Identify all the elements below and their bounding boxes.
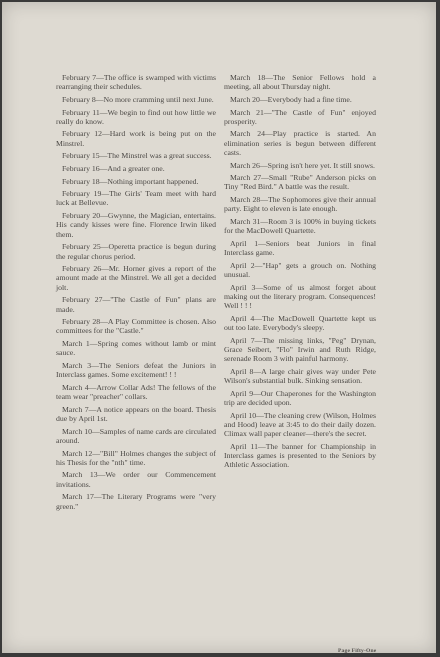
calendar-entry: April 7—The missing links, "Peg" Drynan, Grace Seibert, "Flo" Irwin and Ruth Ridge, serenade Room 3 with painful harmony. [224, 335, 376, 364]
calendar-entry: February 7—The office is swamped with victims rearranging their schedules. [56, 73, 216, 92]
calendar-entry: March 3—The Seniors defeat the Juniors in Interclass games. Some excitement! ! ! [56, 360, 216, 380]
page-number: Page Fifty-One [338, 648, 377, 654]
calendar-entry: March 12—"Bill" Holmes changes the subject of his Thesis for the "nth" time. [56, 448, 216, 467]
calendar-entry: February 20—Gwynne, the Magician, entertains. His candy kisses were fine. Florence Irwin liked them. [56, 211, 216, 239]
yearbook-page [2, 2, 436, 653]
calendar-entry: February 27—"The Castle of Fun" plans are made. [56, 295, 216, 314]
calendar-entry: April 11—The banner for Championship in Interclass games is presented to the Seniors by Athletic Association. [224, 441, 376, 470]
calendar-entry: March 21—"The Castle of Fun" enjoyed prosperity. [224, 107, 376, 126]
calendar-entry: April 2—"Hap" gets a grouch on. Nothing unusual. [224, 260, 376, 280]
calendar-entry: March 10—Samples of name cards are circulated around. [56, 426, 216, 445]
calendar-entry: March 4—Arrow Collar Ads! The fellows of the team wear "preacher" collars. [56, 382, 216, 402]
calendar-entry: April 1—Seniors beat Juniors in final Interclass game. [224, 238, 376, 258]
calendar-entry: March 7—A notice appears on the board. Thesis due by April 1st. [56, 404, 216, 423]
calendar-entry: February 18—Nothing important happened. [62, 176, 199, 186]
calendar-entry: April 10—The cleaning crew (Wilson, Holmes and Hood) leave at 3:45 to do their daily dozen. Climax wall paper cleaner—there's the secret. [224, 410, 376, 439]
calendar-entry: March 18—The Senior Fellows hold a meeting, all about Thursday night. [224, 73, 376, 92]
calendar-entry: March 17—The Literary Programs were "very green." [56, 492, 216, 511]
calendar-entry: February 28—A Play Committee is chosen. Also committees for the "Castle." [56, 317, 216, 336]
calendar-entry: April 4—The MacDowell Quartette kept us out too late. Everybody's sleepy. [224, 313, 376, 333]
right-column [224, 73, 376, 473]
calendar-entry: February 16—And a greater one. [62, 163, 165, 173]
calendar-entry: April 8—A large chair gives way under Pete Wilson's substantial bulk. Sinking sensation. [224, 366, 376, 386]
calendar-entry: April 9—Our Chaperones for the Washington trip are decided upon. [224, 388, 376, 407]
calendar-entry: February 15—The Minstrel was a great success. [62, 151, 212, 161]
calendar-entry: March 28—The Sophomores give their annual party. Eight to eleven is late enough. [224, 195, 376, 214]
calendar-entry: February 12—Hard work is being put on the Minstrel. [56, 129, 216, 148]
calendar-entry: February 11—We begin to find out how little we really do know. [56, 107, 216, 126]
calendar-entry: February 19—The Girls' Team meet with hard luck at Bellevue. [56, 189, 216, 208]
calendar-entry: February 26—Mr. Horner gives a report of the amount made at the Minstrel. We all get a decided jolt. [56, 264, 216, 292]
calendar-entry: March 13—We order our Commencement invitations. [56, 470, 216, 489]
calendar-entry: February 8—No more cramming until next June. [62, 94, 214, 104]
calendar-entry: March 26—Spring isn't here yet. It still snows. [230, 160, 375, 170]
calendar-entry: April 3—Some of us almost forget about making out the literary program. Consequences! Well ! ! ! [224, 282, 376, 311]
calendar-entry: March 20—Everybody had a fine time. [230, 94, 352, 104]
calendar-entry: March 24—Play practice is started. An elimination series is begun between different casts. [224, 129, 376, 157]
calendar-entry: March 1—Spring comes without lamb or mint sauce. [56, 339, 216, 358]
left-column [56, 73, 216, 514]
calendar-entry: February 25—Operetta practice is begun during the regular chorus period. [56, 242, 216, 261]
calendar-entry: March 27—Small "Rube" Anderson picks on Tiny "Red Bird." A battle was the result. [224, 173, 376, 192]
calendar-entry: March 31—Room 3 is 100% in buying tickets for the MacDowell Quartette. [224, 216, 376, 236]
